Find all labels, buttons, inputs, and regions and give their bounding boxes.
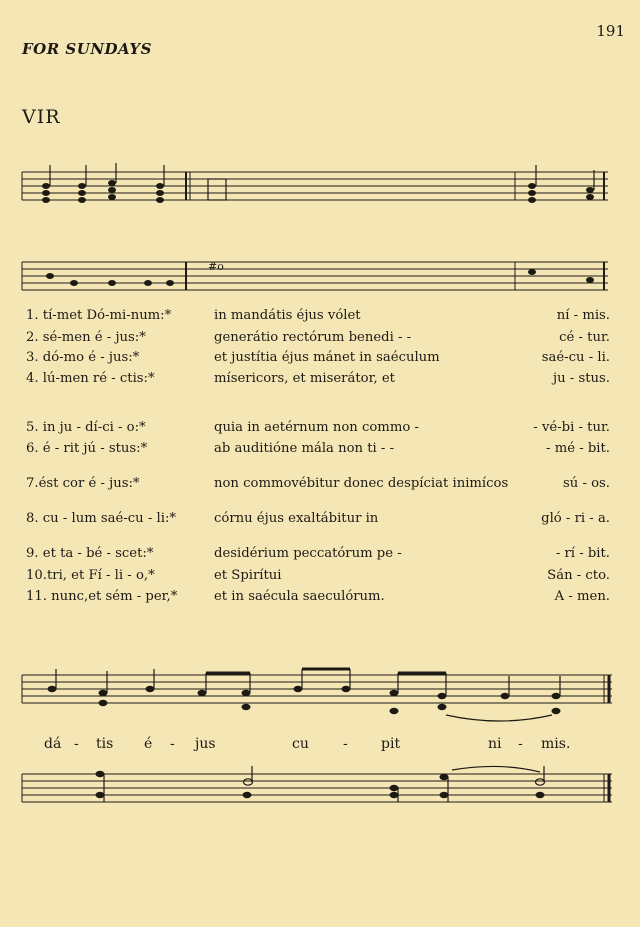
lyric-syllable: cu xyxy=(292,736,309,752)
verse-ending: gló - ri - a. xyxy=(541,511,610,526)
verse-incipit: 5. in ju - dí-ci - o:* xyxy=(26,420,146,435)
lyric-syllable: dá xyxy=(44,736,62,752)
verse-text: non commovébitur donec despíciat inimícos xyxy=(214,476,509,491)
page-number: 191 xyxy=(596,22,625,40)
verse-row xyxy=(0,330,640,350)
verse-incipit: 7.ést cor é - jus:* xyxy=(26,476,140,491)
verse-incipit: 3. dó-mo é - jus:* xyxy=(26,350,140,365)
music-staff-4 xyxy=(0,762,640,822)
verse-row xyxy=(0,568,640,588)
lyric-syllable: - xyxy=(343,736,348,752)
verse-row xyxy=(0,511,640,531)
music-staff-3 xyxy=(0,665,640,725)
verse-ending: - mé - bit. xyxy=(546,441,610,456)
verse-incipit: 10.tri, et Fí - li - o,* xyxy=(26,568,155,583)
verse-row xyxy=(0,371,640,391)
verse-ending: Sán - cto. xyxy=(547,568,610,583)
lyric-syllable: mis. xyxy=(541,736,571,752)
verse-text: quia in aetérnum non commo - xyxy=(214,420,419,435)
verse-ending: - vé-bi - tur. xyxy=(533,420,610,435)
svg-text:#o: #o xyxy=(208,260,224,273)
verse-ending: A - men. xyxy=(554,589,610,604)
verse-incipit: 2. sé-men é - jus:* xyxy=(26,330,146,345)
verse-incipit: 9. et ta - bé - scet:* xyxy=(26,546,154,561)
verse-incipit: 1. tí-met Dó-mi-num:* xyxy=(26,308,172,323)
lyric-syllable: ni xyxy=(488,736,502,752)
verse-incipit: 6. é - rit jú - stus:* xyxy=(26,441,148,456)
verse-ending: ju - stus. xyxy=(553,371,610,386)
verse-ending: - rí - bit. xyxy=(555,546,610,561)
verse-text: generátio rectórum benedi - - xyxy=(214,330,412,345)
verse-text: ab auditióne mála non ti - - xyxy=(214,441,395,456)
section-title: VIR xyxy=(22,106,61,128)
running-header: FOR SUNDAYS xyxy=(22,40,152,58)
verse-incipit: 11. nunc,et sém - per,* xyxy=(26,589,178,604)
verse-row xyxy=(0,308,640,328)
verse-text: córnu éjus exaltábitur in xyxy=(214,511,379,526)
verse-ending: sú - os. xyxy=(563,476,610,491)
verse-row xyxy=(0,476,640,496)
verse-text: desidérium peccatórum pe - xyxy=(214,546,402,561)
verse-ending: cé - tur. xyxy=(559,330,610,345)
verse-text: et justítia éjus mánet in saéculum xyxy=(214,350,440,365)
verse-text: mísericors, et miserátor, et xyxy=(214,371,395,386)
lyric-syllable: - xyxy=(518,736,523,752)
lyric-syllable: - xyxy=(170,736,175,752)
verse-text: et in saécula saeculórum. xyxy=(214,589,385,604)
music-staff-1 xyxy=(0,160,640,220)
verse-row xyxy=(0,546,640,566)
verse-incipit: 4. lú-men ré - ctis:* xyxy=(26,371,155,386)
verse-text: et Spirítui xyxy=(214,568,282,583)
verse-row xyxy=(0,589,640,609)
lyrics-row xyxy=(0,736,640,756)
lyric-syllable: jus xyxy=(195,736,216,752)
verse-ending: saé-cu - li. xyxy=(541,350,610,365)
verse-row xyxy=(0,420,640,440)
verse-row xyxy=(0,441,640,461)
verse-row xyxy=(0,350,640,370)
verse-ending: ní - mis. xyxy=(556,308,610,323)
verse-incipit: 8. cu - lum saé-cu - li:* xyxy=(26,511,176,526)
lyric-syllable: - xyxy=(74,736,79,752)
verse-text: in mandátis éjus vólet xyxy=(214,308,361,323)
lyric-syllable: pit xyxy=(381,736,401,752)
music-staff-2 xyxy=(0,252,640,302)
lyric-syllable: é xyxy=(144,736,153,752)
lyric-syllable: tis xyxy=(96,736,114,752)
